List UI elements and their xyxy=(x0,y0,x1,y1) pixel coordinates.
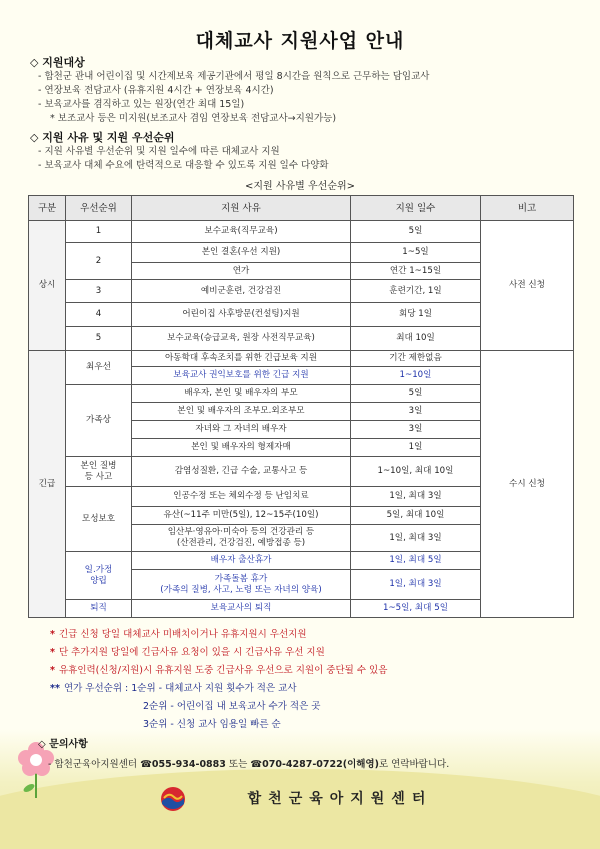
group-label: 모성보호 xyxy=(66,487,132,552)
priority-cell: 1 xyxy=(66,221,132,243)
table-header-row xyxy=(29,196,574,221)
header-days: 지원 일수 xyxy=(351,196,481,221)
reason-cell: 배우자 출산휴가 xyxy=(132,552,351,570)
note-item: 3순위 - 신청 교사 임용일 빠른 순 xyxy=(143,719,281,730)
table-caption: <지원 사유별 우선순위> xyxy=(244,181,356,192)
days-cell: 1일 xyxy=(351,439,481,457)
note-mark: * xyxy=(50,665,55,676)
table-row xyxy=(29,351,574,367)
section-heading-reasons: ◇ 지원 사유 및 지원 우선순위 xyxy=(30,131,175,144)
reason-cell xyxy=(132,570,351,600)
reason-cell: 어린이집 사후방문(컨설팅)지원 xyxy=(132,303,351,327)
reason-cell: 배우자, 본인 및 배우자의 부모 xyxy=(132,385,351,403)
days-cell: 1~5일 xyxy=(351,243,481,263)
group-label-line: 등 사고 xyxy=(84,471,113,482)
reason-cell: 아동학대 후속조치를 위한 긴급보육 지원 xyxy=(132,351,351,367)
reason-cell xyxy=(132,525,351,552)
group-label xyxy=(66,552,132,600)
org-logo-icon xyxy=(160,786,186,812)
days-cell: 1일, 최대 3일 xyxy=(351,570,481,600)
note-item xyxy=(50,644,570,662)
reason-line: 임산부·영유아·미숙아 등의 건강관리 등 xyxy=(167,527,315,537)
priority-table xyxy=(28,195,574,618)
org-name: 합천군육아지원센터 xyxy=(247,791,433,807)
header-category: 구분 xyxy=(29,196,66,221)
reason-cell: 보육교사 권익보호를 위한 긴급 지원 xyxy=(132,367,351,385)
phone-primary: ☎055-934-0883 xyxy=(140,759,226,770)
page-title: 대체교사 지원사업 안내 xyxy=(195,30,405,52)
priority-cell: 5 xyxy=(66,327,132,351)
table-row xyxy=(29,221,574,243)
reason-line: (가족의 질병, 사고, 노령 또는 자녀의 양육) xyxy=(160,584,322,595)
priority-cell: 4 xyxy=(66,303,132,327)
background-hill xyxy=(0,769,600,849)
reason-cell: 연가 xyxy=(132,263,351,280)
reason-line: (산전관리, 건강검진, 예방접종 등) xyxy=(176,538,306,548)
note-mark: * xyxy=(50,629,55,640)
reason-cell: 예비군훈련, 건강검진 xyxy=(132,280,351,303)
header-priority: 우선순위 xyxy=(66,196,132,221)
reason-cell: 보육교사의 퇴직 xyxy=(132,600,351,618)
reason-cell: 감염성질환, 긴급 수술, 교통사고 등 xyxy=(132,457,351,487)
days-cell: 5일 xyxy=(351,221,481,243)
group-label-line: 본인 질병 xyxy=(80,460,117,471)
reasons-line: - 보육교사 대체 수요에 탄력적으로 대응할 수 있도록 지원 일수 다양화 xyxy=(38,160,329,171)
note-mark: * xyxy=(50,647,55,658)
contact-suffix: 로 연락바랍니다. xyxy=(378,759,450,770)
eligibility-line: - 보육교사를 겸직하고 있는 원장(연간 최대 15일) xyxy=(38,99,245,110)
contact-prefix: - 합천군육아지원센터 xyxy=(48,759,141,770)
phone-secondary: ☎070-4287-0722(이해영) xyxy=(250,759,379,770)
note-item xyxy=(50,626,570,644)
group-label: 퇴직 xyxy=(66,600,132,618)
group-label: 가족상 xyxy=(66,385,132,457)
days-cell: 1~5일, 최대 5일 xyxy=(351,600,481,618)
reason-cell: 본인 및 배우자의 형제자매 xyxy=(132,439,351,457)
remark-regular: 사전 신청 xyxy=(481,221,574,351)
note-item xyxy=(50,662,570,680)
section-eligibility xyxy=(30,55,580,126)
reason-cell: 본인 결혼(우선 지원) xyxy=(132,243,351,263)
days-cell: 5일 xyxy=(351,385,481,403)
note-item: 2순위 - 어린이집 내 보육교사 수가 적은 곳 xyxy=(143,701,321,712)
note-item xyxy=(50,680,570,698)
days-cell: 회당 1일 xyxy=(351,303,481,327)
note-text: 긴급 신청 당일 대체교사 미배치이거나 유휴지원시 우선지원 xyxy=(58,629,307,640)
header-remark: 비고 xyxy=(481,196,574,221)
section-reasons xyxy=(30,130,580,173)
category-urgent: 긴급 xyxy=(29,351,66,618)
days-cell: 3일 xyxy=(351,421,481,439)
reason-cell: 본인 및 배우자의 조부모.외조부모 xyxy=(132,403,351,421)
reason-cell: 자녀와 그 자녀의 배우자 xyxy=(132,421,351,439)
days-cell: 연간 1~15일 xyxy=(351,263,481,280)
group-label: 최우선 xyxy=(66,351,132,385)
days-cell: 1일, 최대 3일 xyxy=(351,487,481,507)
note-text: 단 추가지원 당일에 긴급사유 요청이 있을 시 긴급사유 우선 지원 xyxy=(58,647,325,658)
inquiry-section xyxy=(30,737,88,752)
eligibility-line: - 연장보육 전담교사 (유휴지원 4시간 + 연장보육 4시간) xyxy=(38,85,274,96)
reason-cell: 보수교육(직무교육) xyxy=(132,221,351,243)
eligibility-line: - 합천군 관내 어린이집 및 시간제보육 제공기관에서 평일 8시간을 원칙으로 근무하는 담임교사 xyxy=(38,71,430,82)
note-text: 유휴인력(신청/지원)시 유휴지원 도중 긴급사유 우선으로 지원이 중단될 수 있음 xyxy=(58,665,388,676)
note-text: 연가 우선순위 : 1순위 - 대체교사 지원 횟수가 적은 교사 xyxy=(63,683,297,694)
notes xyxy=(50,626,570,734)
remark-urgent: 수시 신청 xyxy=(481,351,574,618)
days-cell: 3일 xyxy=(351,403,481,421)
group-label-line: 일.가정 xyxy=(84,564,113,575)
days-cell: 5일, 최대 10일 xyxy=(351,507,481,525)
header-reason: 지원 사유 xyxy=(132,196,351,221)
reasons-line: - 지원 사유별 우선순위 및 지원 일수에 따른 대체교사 지원 xyxy=(38,146,280,157)
days-cell: 1~10일, 최대 10일 xyxy=(351,457,481,487)
category-regular: 상시 xyxy=(29,221,66,351)
priority-cell: 2 xyxy=(66,243,132,280)
priority-cell: 3 xyxy=(66,280,132,303)
note-mark: ** xyxy=(50,683,60,694)
section-heading-inquiry: ◇ 문의사항 xyxy=(38,739,88,750)
group-label-line: 양립 xyxy=(90,575,107,586)
days-cell: 기간 제한없음 xyxy=(351,351,481,367)
reason-cell: 유산(~11주 미만(5일), 12~15주(10일) xyxy=(132,507,351,525)
reason-cell: 인공수정 또는 체외수정 등 난임치료 xyxy=(132,487,351,507)
eligibility-note: * 보조교사 등은 미지원(보조교사 겸임 연장보육 전담교사→지원가능) xyxy=(50,113,337,124)
group-label xyxy=(66,457,132,487)
days-cell: 최대 10일 xyxy=(351,327,481,351)
days-cell: 1~10일 xyxy=(351,367,481,385)
reason-line: 가족돌봄 휴가 xyxy=(214,573,268,584)
section-heading-eligibility: ◇ 지원대상 xyxy=(30,56,85,69)
days-cell: 훈련기간, 1일 xyxy=(351,280,481,303)
contact-line xyxy=(48,756,449,770)
contact-middle: 또는 xyxy=(225,759,251,770)
days-cell: 1일, 최대 3일 xyxy=(351,525,481,552)
days-cell: 1일, 최대 5일 xyxy=(351,552,481,570)
reason-cell: 보수교육(승급교육, 원장 사전직무교육) xyxy=(132,327,351,351)
